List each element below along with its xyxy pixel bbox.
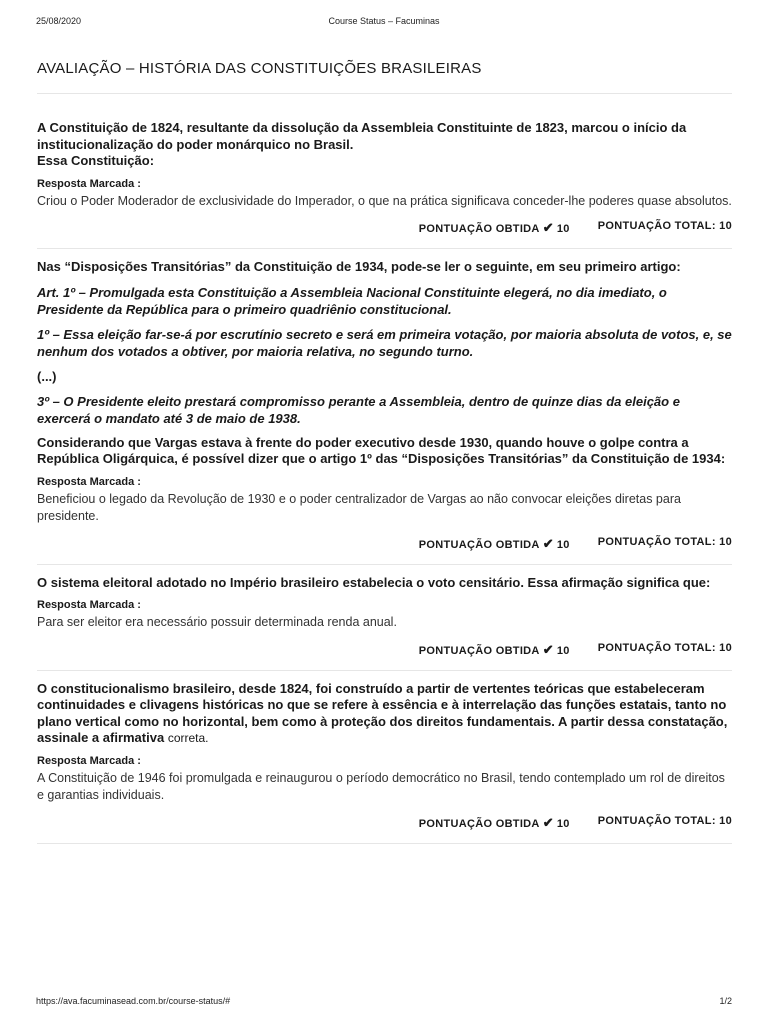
score-total (598, 642, 732, 658)
question-quote: (...) (37, 368, 57, 384)
question-block (37, 565, 732, 671)
score-obtained-value: 10 (556, 223, 570, 235)
answer-text: A Constituição de 1946 foi promulgada e reinaugurou o período democrático no Brasil, tendo contemplado um rol de direitos e garantias individuais. (37, 770, 725, 802)
page-title: AVALIAÇÃO – HISTÓRIA DAS CONSTITUIÇÕES BRASILEIRAS (37, 60, 732, 94)
question-quote: 1º – Essa eleição far-se-á por escrutínio secreto e será em primeira votação, por maioria absoluta de votos, e, se nenhum dos votados a obtiver, por maioria relativa, no segundo turno. (37, 326, 732, 359)
answer-label: Resposta Marcada : (37, 754, 141, 767)
score-obtained-label: PONTUAÇÃO OBTIDA (418, 644, 540, 657)
score-obtained-value: 10 (556, 538, 570, 551)
score-total-value: 10 (719, 814, 732, 827)
score-obtained-label: PONTUAÇÃO OBTIDA (418, 223, 540, 235)
checkmark-icon: ✔ (542, 535, 554, 551)
score-total-label: PONTUAÇÃO TOTAL: (597, 641, 716, 654)
question-text: Nas “Disposições Transitórias” da Constituição de 1934, pode-se ler o seguinte, em seu primeiro artigo: (37, 259, 681, 274)
score-row (37, 220, 732, 236)
question-text-suffix: correta. (167, 731, 209, 745)
score-obtained-label: PONTUAÇÃO OBTIDA (418, 538, 540, 551)
answer-label: Resposta Marcada : (37, 475, 141, 488)
question-quote: 3º – O Presidente eleito prestará compromisso perante a Assembleia, dentro de quinze dias da eleição e exercerá o mandato até 3 de maio de 1938. (37, 393, 680, 426)
checkmark-icon: ✔ (542, 814, 554, 830)
score-total (598, 536, 732, 552)
print-header (36, 16, 732, 30)
score-obtained-value: 10 (556, 817, 570, 830)
question-text-prompt: Considerando que Vargas estava à frente do poder executivo desde 1930, quando houve o golpe contra a República Oligárquica, é possível dizer que o artigo 1º das “Disposições Transitórias” da Constituição de 1934: (37, 434, 726, 466)
checkmark-icon: ✔ (542, 220, 554, 235)
score-total-label: PONTUAÇÃO TOTAL: (597, 535, 716, 548)
answer-text: Criou o Poder Moderador de exclusividade do Imperador, o que na prática significava conceder-lhe poderes quase absolutos. (37, 193, 732, 208)
score-total (598, 815, 732, 831)
question-text (37, 120, 732, 170)
score-obtained (419, 220, 570, 236)
page-url: https://ava.facuminasead.com.br/course-status/# (36, 996, 231, 1006)
score-total-value: 10 (719, 220, 732, 232)
question-block (37, 249, 732, 565)
score-row (37, 536, 732, 552)
answer-label: Resposta Marcada : (37, 177, 141, 190)
score-row (37, 815, 732, 831)
print-page-title: Course Status – Facuminas (328, 16, 440, 26)
score-obtained (419, 642, 570, 658)
score-obtained (419, 536, 570, 552)
score-total-value: 10 (719, 641, 732, 654)
score-obtained (419, 815, 570, 831)
page-number: 1/2 (719, 996, 732, 1006)
question-text-main: O constitucionalismo brasileiro, desde 1824, foi construído a partir de vertentes teóricas que estabeleceram continuidades e clivagens históricas no que se refere à essência e à interrelação das funções estatais, tanto no plano vertical como no horizontal, bem como à proteção dos direitos fundamentais. A partir dessa constatação, assinale a afirmativa (37, 680, 728, 745)
score-total (598, 220, 732, 236)
question-block (37, 671, 732, 844)
question-block (37, 94, 732, 249)
score-obtained-label: PONTUAÇÃO OBTIDA (418, 817, 540, 830)
score-total-value: 10 (719, 535, 732, 548)
score-total-label: PONTUAÇÃO TOTAL: (597, 220, 716, 232)
checkmark-icon: ✔ (542, 641, 554, 657)
print-footer (36, 996, 732, 1010)
answer-text: Para ser eleitor era necessário possuir determinada renda anual. (37, 615, 397, 629)
question-text (37, 681, 732, 747)
main-content (37, 60, 732, 844)
print-date: 25/08/2020 (36, 16, 82, 26)
answer-label: Resposta Marcada : (37, 599, 141, 611)
question-text: O sistema eleitoral adotado no Império brasileiro estabelecia o voto censitário. Essa afirmação significa que: (37, 574, 711, 590)
score-total-label: PONTUAÇÃO TOTAL: (597, 814, 716, 827)
score-row (37, 642, 732, 658)
answer-text: Beneficiou o legado da Revolução de 1930 e o poder centralizador de Vargas ao não convocar eleições diretas para presidente. (37, 491, 681, 523)
question-quote: Art. 1º – Promulgada esta Constituição a Assembleia Nacional Constituinte elegerá, no dia imediato, o Presidente da República para o primeiro quadriênio constitucional. (37, 284, 667, 317)
score-obtained-value: 10 (556, 644, 570, 657)
question-text-prompt: Essa Constituição: (37, 153, 155, 168)
question-text-main: A Constituição de 1824, resultante da dissolução da Assembleia Constituinte de 1823, marcou o início da institucionalização do poder monárquico no Brasil. (37, 120, 687, 152)
